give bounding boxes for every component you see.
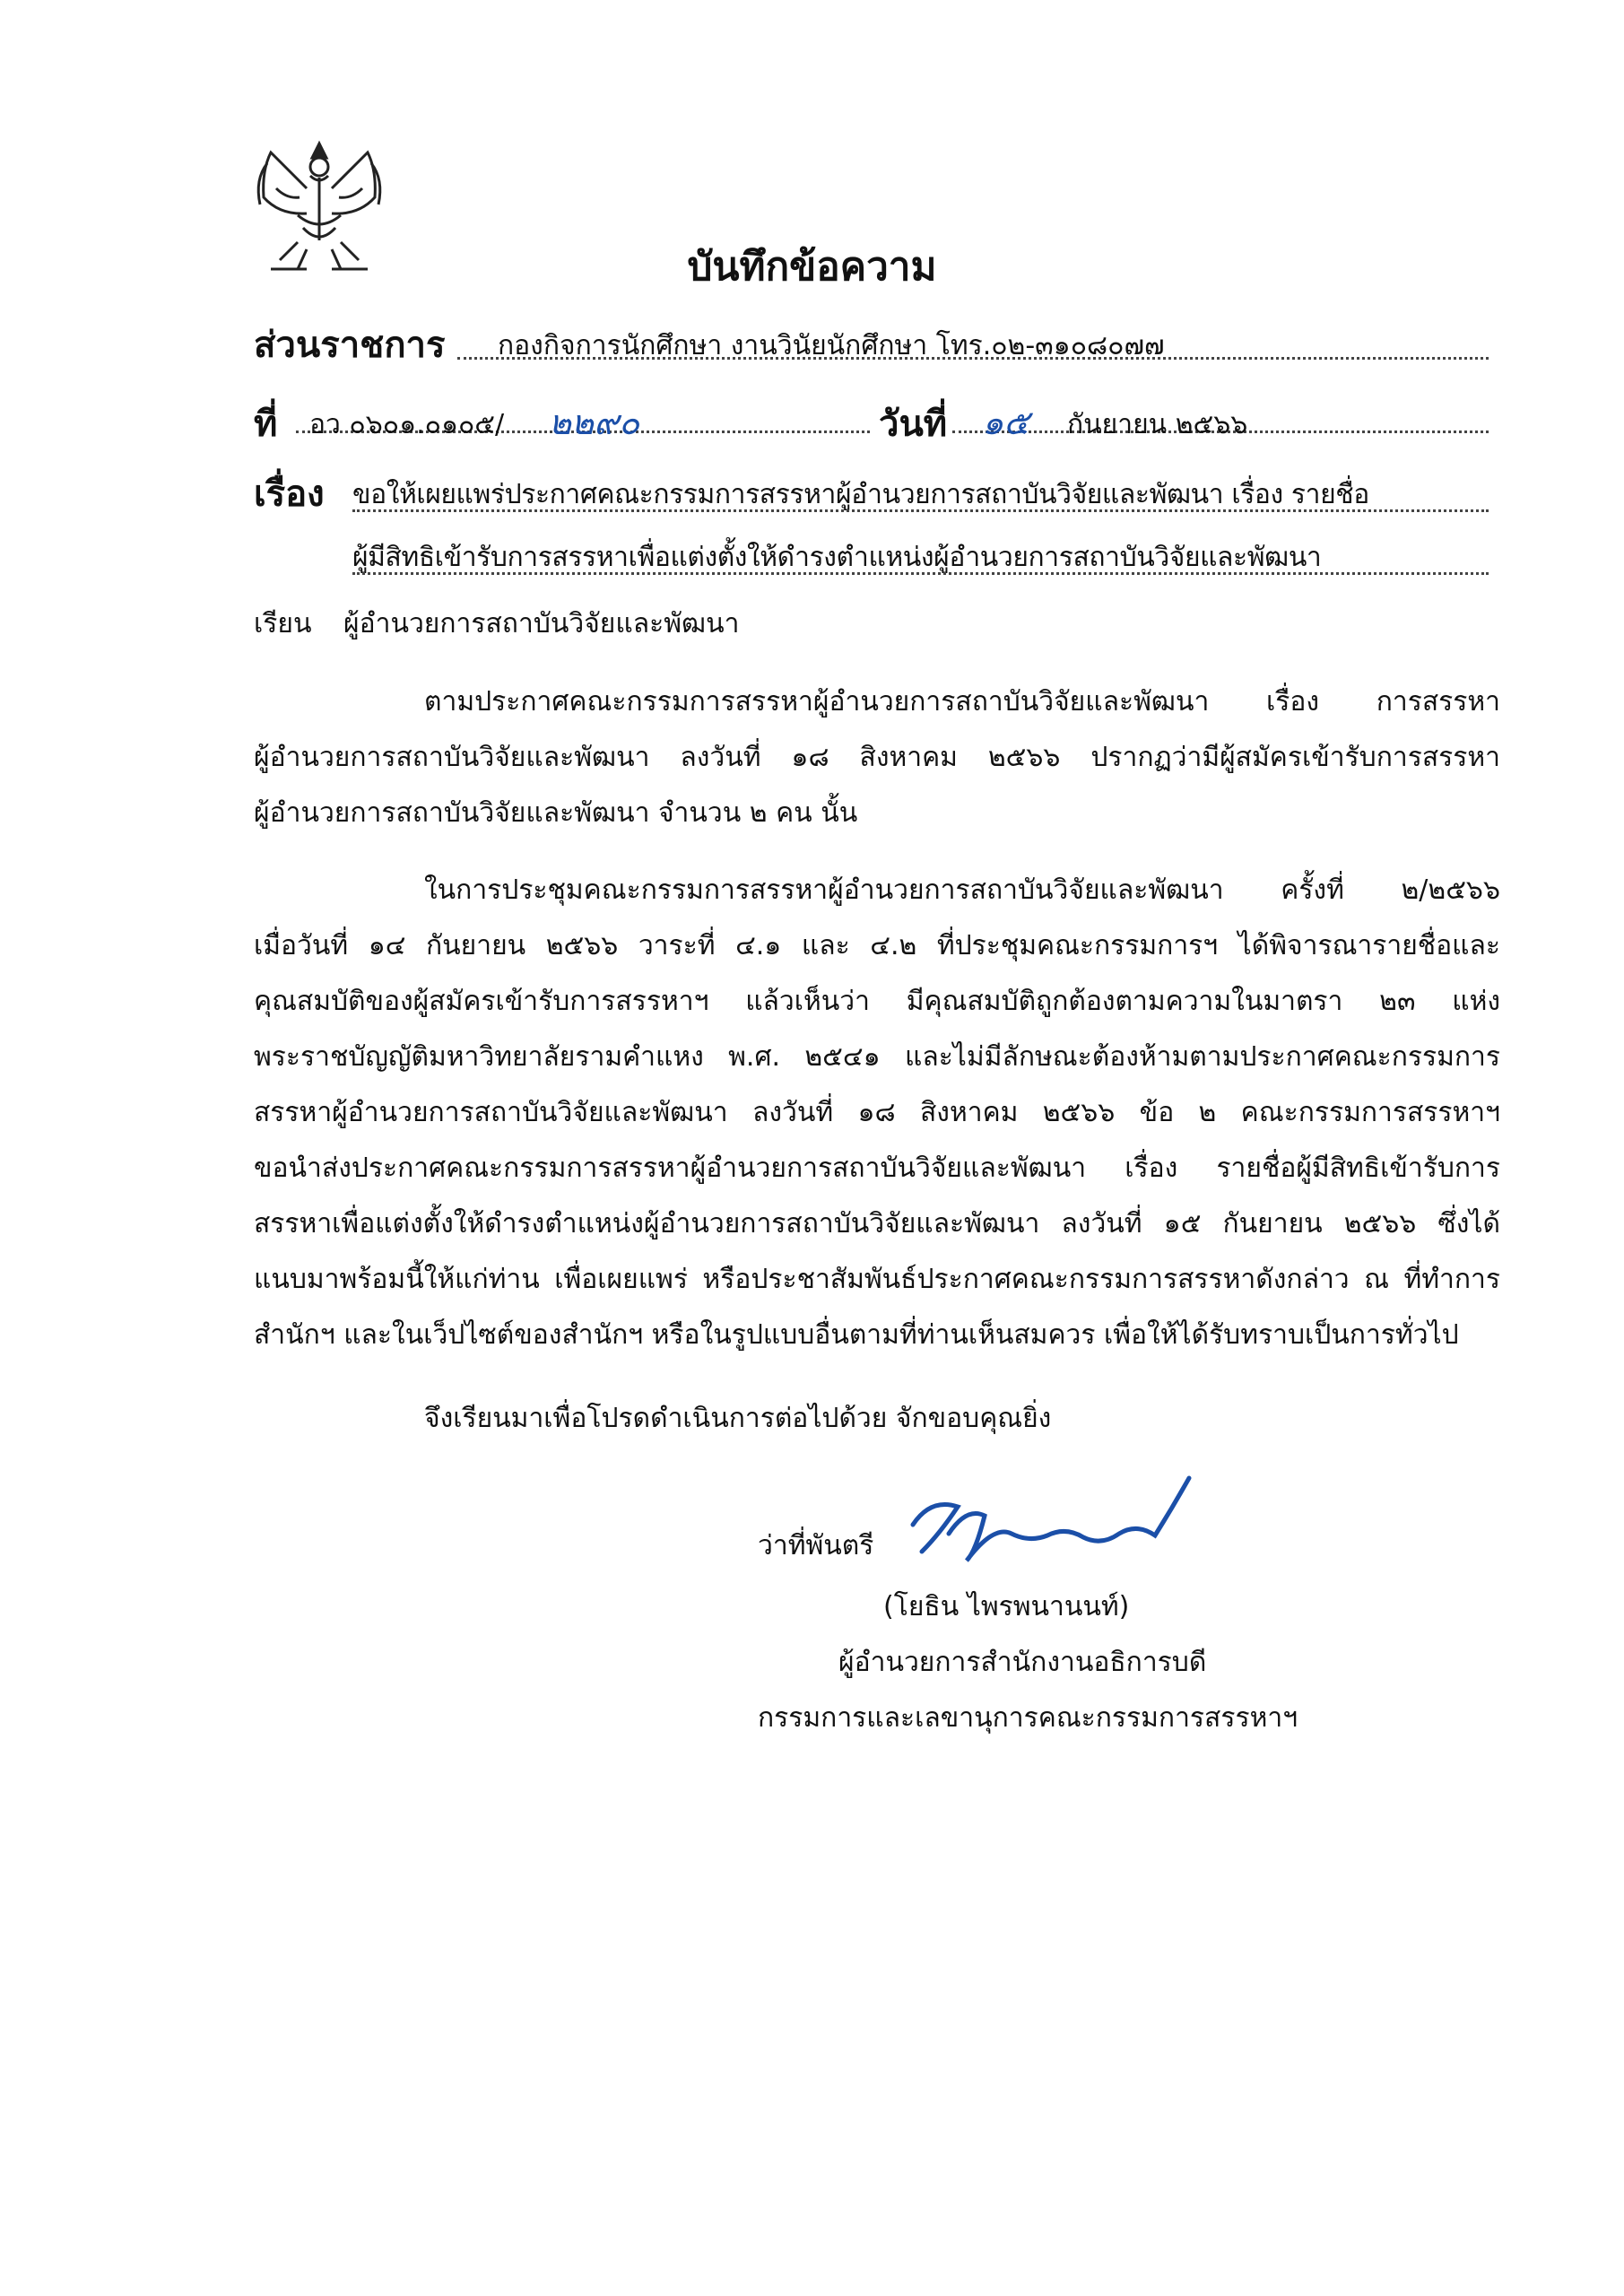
signer-position-1: ผู้อำนวยการสำนักงานอธิการบดี — [838, 1647, 1207, 1678]
paragraph-line: แนบมาพร้อมนี้ให้แก่ท่าน เพื่อเผยแพร่ หรือประชาสัมพันธ์ประกาศคณะกรรมการสรรหาดังกล่าว ณ ที่ทำการ — [254, 1264, 1500, 1295]
agency-label: ส่วนราชการ — [254, 325, 446, 366]
paragraph-line: ผู้อำนวยการสถาบันวิจัยและพัฒนา จำนวน ๒ คน นั้น — [254, 797, 858, 829]
agency-value: กองกิจการนักศึกษา งานวินัยนักศึกษา โทร.๐๒-๓๑๐๘๐๗๗ — [498, 330, 1165, 361]
subject-line-1: ขอให้เผยแพร่ประกาศคณะกรรมการสรรหาผู้อำนวยการสถาบันวิจัยและพัฒนา เรื่อง รายชื่อ — [352, 479, 1369, 510]
paragraph-line: สรรหาเพื่อแต่งตั้งให้ดำรงตำแหน่งผู้อำนวยการสถาบันวิจัยและพัฒนา ลงวันที่ ๑๕ กันยายน ๒๕๖๖ ซึ่งได้ — [254, 1208, 1500, 1239]
reference-label: ที่ — [254, 404, 278, 445]
paragraph-line: ในการประชุมคณะกรรมการสรรหาผู้อำนวยการสถาบันวิจัยและพัฒนา ครั้งที่ ๒/๒๕๖๖ — [424, 874, 1500, 906]
signer-name: (โยธิน ไพรพนานนท์) — [883, 1591, 1130, 1622]
salutation-recipient: ผู้อำนวยการสถาบันวิจัยและพัฒนา — [343, 608, 740, 639]
signer-position-2: กรรมการและเลขานุการคณะกรรมการสรรหาฯ — [758, 1702, 1298, 1734]
paragraph-line: ขอนำส่งประกาศคณะกรรมการสรรหาผู้อำนวยการสถาบันวิจัยและพัฒนา เรื่อง รายชื่อผู้มีสิทธิเข้ารับการ — [254, 1152, 1500, 1184]
closing-sentence: จึงเรียนมาเพื่อโปรดดำเนินการต่อไปด้วย จักขอบคุณยิ่ง — [424, 1403, 1052, 1434]
paragraph-line: สำนักฯ และในเว็ปไซต์ของสำนักฯ หรือในรูปแบบอื่นตามที่ท่านเห็นสมควร เพื่อให้ได้รับทราบเป็นการทั่วไป — [254, 1319, 1459, 1351]
paragraph-line: ตามประกาศคณะกรรมการสรรหาผู้อำนวยการสถาบันวิจัยและพัฒนา เรื่อง การสรรหา — [424, 686, 1500, 718]
paragraph-line: คุณสมบัติของผู้สมัครเข้ารับการสรรหาฯ แล้วเห็นว่า มีคุณสมบัติถูกต้องตามความในมาตรา ๒๓ แห่ง — [254, 986, 1500, 1017]
subject-label: เรื่อง — [254, 474, 325, 515]
reference-number-handwritten: ๒๒๙๐ — [549, 403, 640, 442]
subject-line-2: ผู้มีสิทธิเข้ารับการสรรหาเพื่อแต่งตั้งให้ดำรงตำแหน่งผู้อำนวยการสถาบันวิจัยและพัฒนา — [352, 542, 1322, 573]
paragraph-line: เมื่อวันที่ ๑๔ กันยายน ๒๕๖๖ วาระที่ ๔.๑ และ ๔.๒ ที่ประชุมคณะกรรมการฯ ได้พิจารณารายชื่อและ — [254, 930, 1500, 961]
date-label: วันที่ — [879, 404, 948, 445]
body-paragraph-2 — [254, 863, 1500, 1363]
signer-rank: ว่าที่พันตรี — [758, 1530, 874, 1561]
date-day-handwritten: ๑๕ — [982, 403, 1029, 442]
signature-scribble-icon — [904, 1471, 1200, 1578]
salutation-label: เรียน — [254, 608, 312, 639]
reference-value: อว ๐๖๐๑.๐๑๐๕/ — [309, 409, 505, 440]
paragraph-line: ผู้อำนวยการสถาบันวิจัยและพัฒนา ลงวันที่ ๑๘ สิงหาคม ๒๕๖๖ ปรากฏว่ามีผู้สมัครเข้ารับการสรรหา — [254, 742, 1500, 773]
paragraph-line: พระราชบัญญัติมหาวิทยาลัยรามคำแหง พ.ศ. ๒๕๔๑ และไม่มีลักษณะต้องห้ามตามประกาศคณะกรรมการ — [254, 1041, 1500, 1073]
memo-title: บันทึกข้อความ — [687, 244, 937, 290]
paragraph-line: สรรหาผู้อำนวยการสถาบันวิจัยและพัฒนา ลงวันที่ ๑๘ สิงหาคม ๒๕๖๖ ข้อ ๒ คณะกรรมการสรรหาฯ — [254, 1097, 1500, 1128]
subject-dotted-line-1 — [352, 509, 1489, 512]
subject-dotted-line-2 — [352, 572, 1489, 575]
body-paragraph-1 — [254, 674, 1500, 841]
date-month-year: กันยายน ๒๕๖๖ — [1067, 409, 1248, 440]
